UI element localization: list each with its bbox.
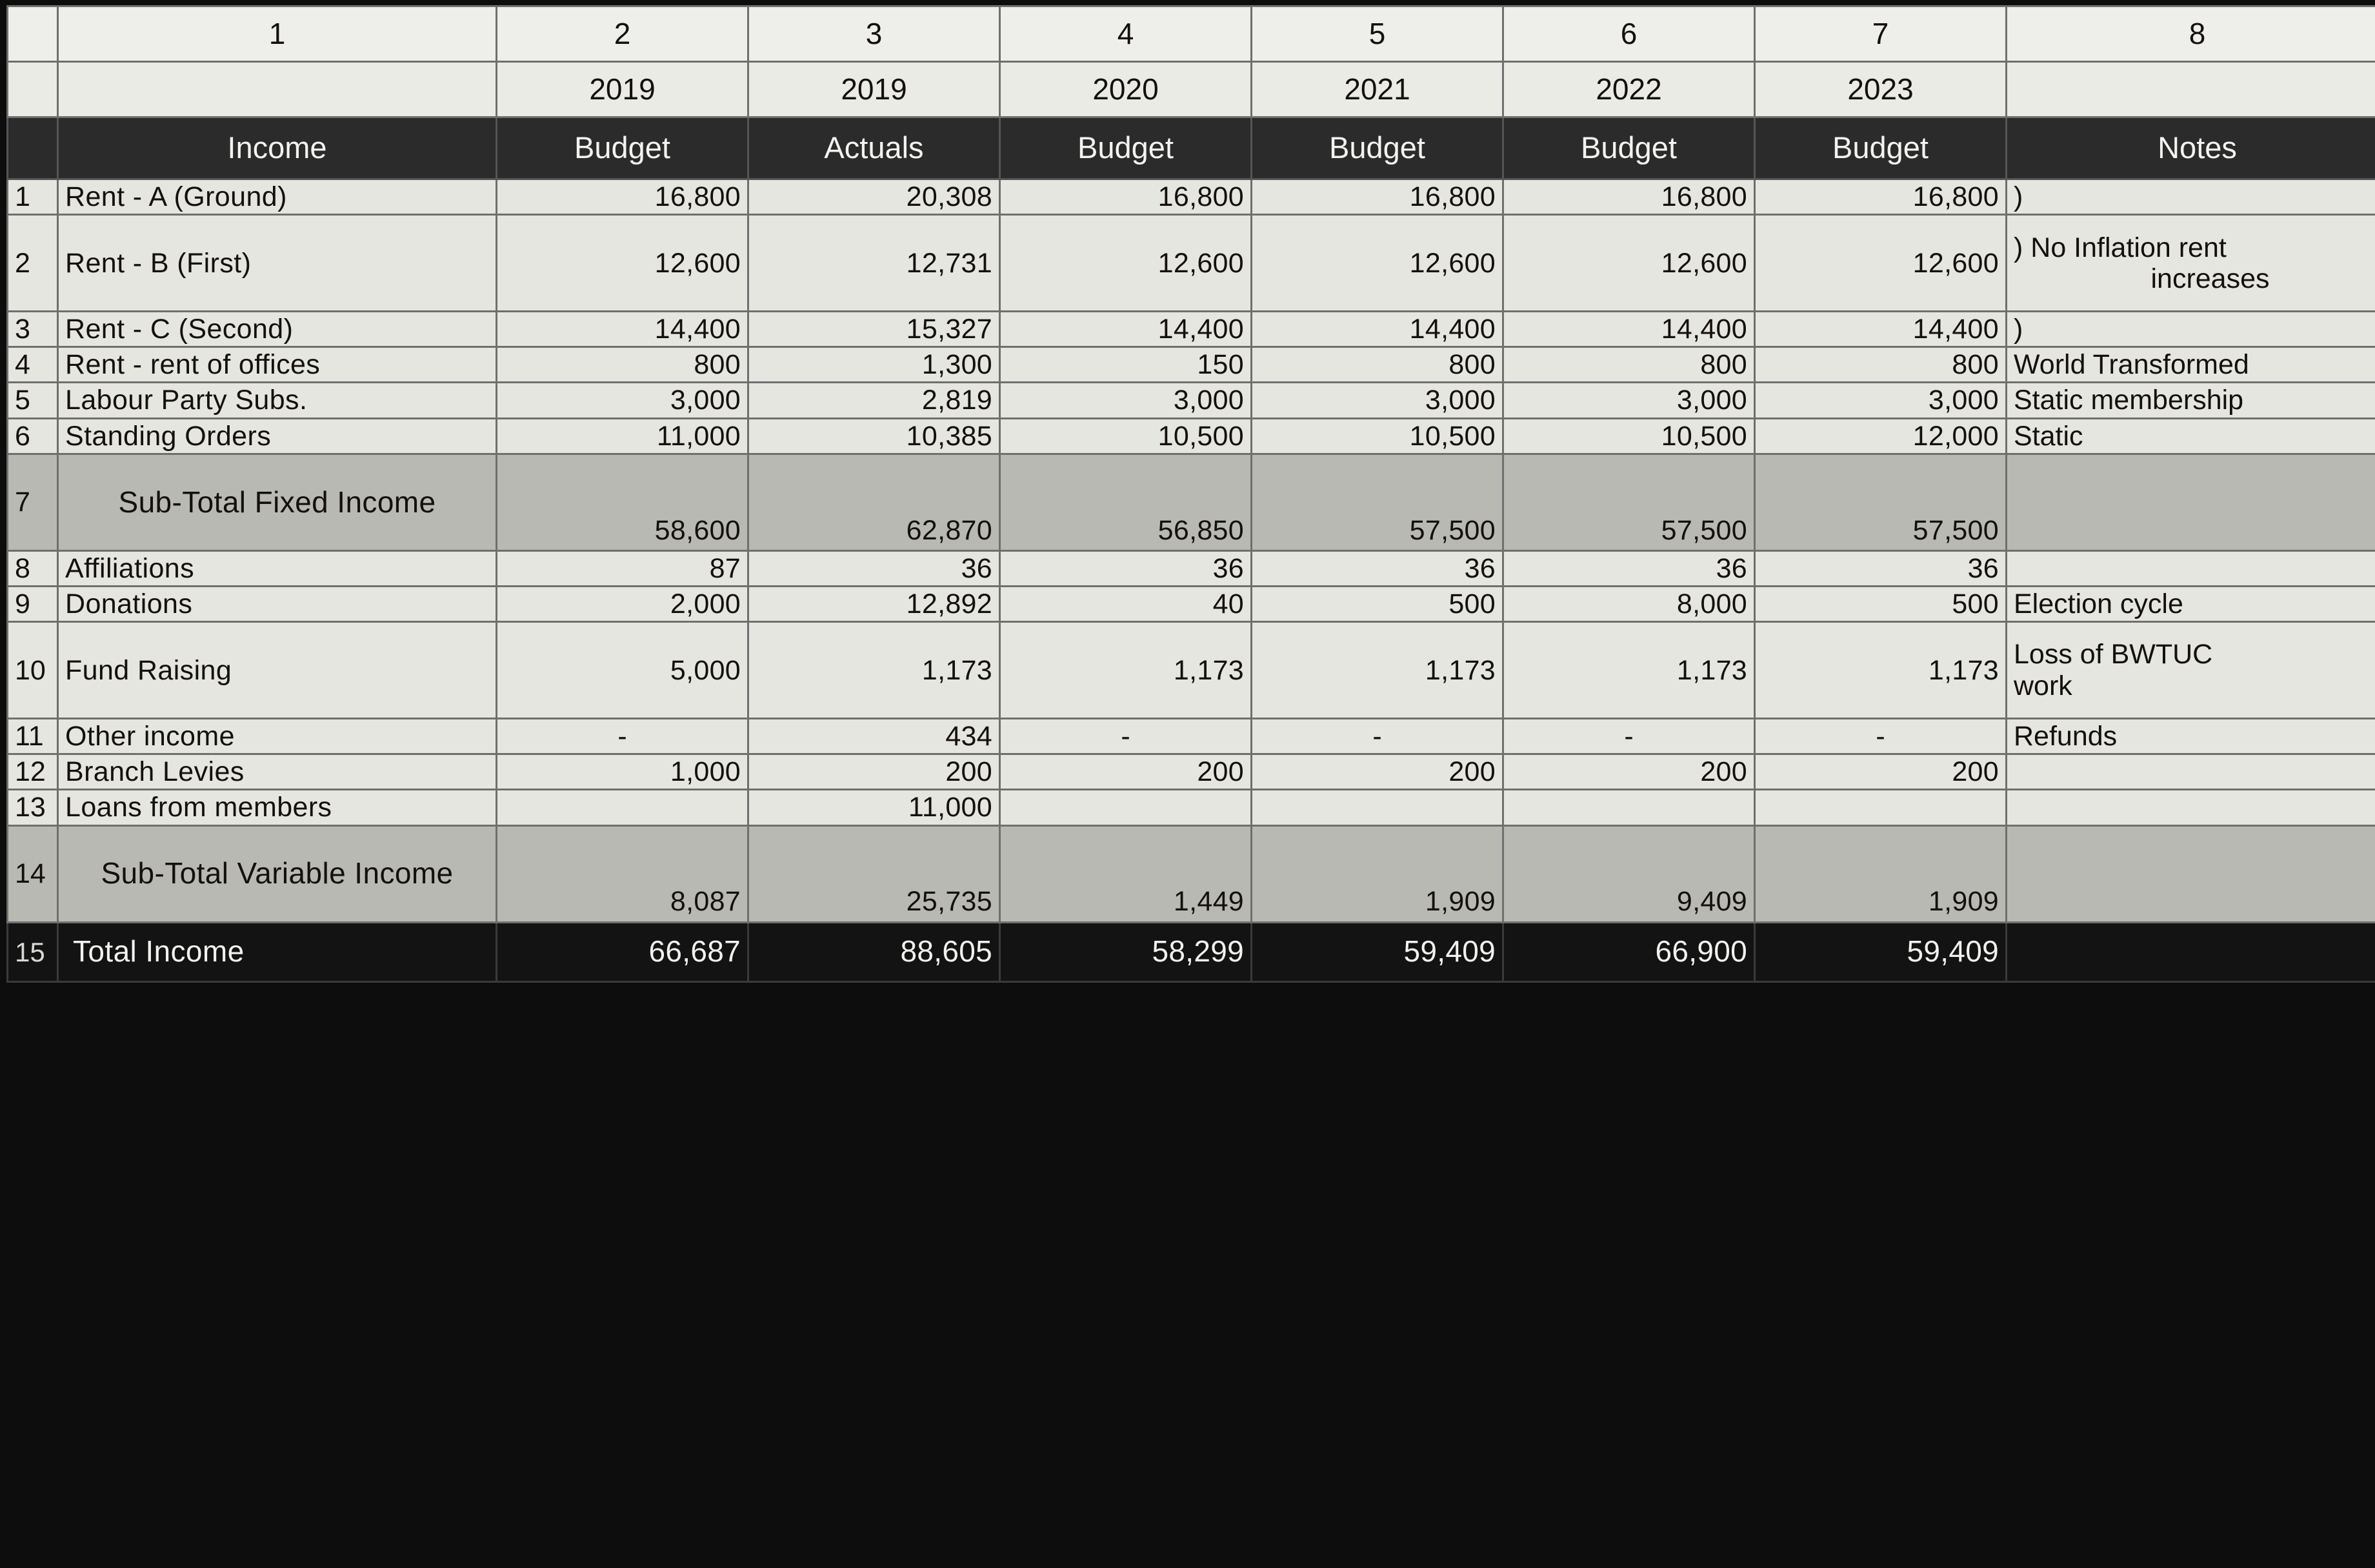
cell-value: 16,800 xyxy=(1252,179,1503,215)
row-label: Sub-Total Variable Income xyxy=(58,825,497,922)
row-label: Fund Raising xyxy=(58,622,497,719)
column-number-7: 7 xyxy=(1755,6,2007,62)
row-note xyxy=(2007,922,2375,981)
cell-value: 5,000 xyxy=(497,622,748,719)
year-2023: 2023 xyxy=(1755,62,2007,117)
cell-value: 59,409 xyxy=(1252,922,1503,981)
cell-value: 9,409 xyxy=(1503,825,1755,922)
row-label: Branch Levies xyxy=(58,754,497,790)
row-number: 12 xyxy=(8,754,58,790)
cell-value: 57,500 xyxy=(1503,454,1755,550)
row-label: Donations xyxy=(58,586,497,621)
column-number-8: 8 xyxy=(2007,6,2375,62)
column-number-6: 6 xyxy=(1503,6,1755,62)
table-row xyxy=(8,179,2375,215)
row-note xyxy=(2007,790,2375,825)
table-row xyxy=(8,790,2375,825)
header-income: Income xyxy=(58,117,497,179)
row-note: ) xyxy=(2007,312,2375,347)
row-label: Total Income xyxy=(58,922,497,981)
year-label-blank xyxy=(58,62,497,117)
row-number: 2 xyxy=(8,215,58,312)
cell-value: 40 xyxy=(1000,586,1252,621)
row-label: Rent - rent of offices xyxy=(58,347,497,383)
cell-value: 14,400 xyxy=(497,312,748,347)
cell-value: 62,870 xyxy=(748,454,1000,550)
cell-value: 10,500 xyxy=(1000,418,1252,454)
row-number: 11 xyxy=(8,719,58,754)
cell-value: 1,173 xyxy=(1755,622,2007,719)
row-number: 13 xyxy=(8,790,58,825)
row-label: Affiliations xyxy=(58,550,497,586)
table-row xyxy=(8,347,2375,383)
row-note xyxy=(2007,215,2375,312)
header-budget-2020: Budget xyxy=(1000,117,1252,179)
cell-value: 12,000 xyxy=(1755,418,2007,454)
row-label: Labour Party Subs. xyxy=(58,383,497,418)
cell-value: 16,800 xyxy=(1000,179,1252,215)
cell-value: 14,400 xyxy=(1252,312,1503,347)
column-number-1: 1 xyxy=(58,6,497,62)
year-2021: 2021 xyxy=(1252,62,1503,117)
cell-value: 16,800 xyxy=(1755,179,2007,215)
cell-value: 14,400 xyxy=(1755,312,2007,347)
year-notes-blank xyxy=(2007,62,2375,117)
cell-value: 200 xyxy=(1503,754,1755,790)
cell-value xyxy=(1503,790,1755,825)
cell-value: 12,600 xyxy=(1503,215,1755,312)
header-budget-2021: Budget xyxy=(1252,117,1503,179)
row-label: Rent - A (Ground) xyxy=(58,179,497,215)
year-2022: 2022 xyxy=(1503,62,1755,117)
column-number-5: 5 xyxy=(1252,6,1503,62)
header-notes: Notes xyxy=(2007,117,2375,179)
cell-value: 1,000 xyxy=(497,754,748,790)
cell-value: 36 xyxy=(1252,550,1503,586)
cell-value: 3,000 xyxy=(1755,383,2007,418)
column-number-3: 3 xyxy=(748,6,1000,62)
cell-value: 10,500 xyxy=(1503,418,1755,454)
row-note: ) xyxy=(2007,179,2375,215)
cell-value: 1,173 xyxy=(1503,622,1755,719)
year-2020: 2020 xyxy=(1000,62,1252,117)
cell-value: 87 xyxy=(497,550,748,586)
row-number: 8 xyxy=(8,550,58,586)
cell-value xyxy=(1755,790,2007,825)
cell-value: 8,087 xyxy=(497,825,748,922)
cell-value: 88,605 xyxy=(748,922,1000,981)
cell-value: 1,909 xyxy=(1252,825,1503,922)
cell-value: 2,819 xyxy=(748,383,1000,418)
table-row-subtotal xyxy=(8,825,2375,922)
year-2019-budget: 2019 xyxy=(497,62,748,117)
cell-value: 1,449 xyxy=(1000,825,1252,922)
row-number: 7 xyxy=(8,454,58,550)
table-row xyxy=(8,550,2375,586)
cell-value: 500 xyxy=(1755,586,2007,621)
cell-value: 3,000 xyxy=(497,383,748,418)
header-budget-2023: Budget xyxy=(1755,117,2007,179)
cell-value: - xyxy=(1252,719,1503,754)
cell-value: 3,000 xyxy=(1000,383,1252,418)
row-note: Static xyxy=(2007,418,2375,454)
year-rowno-blank xyxy=(8,62,58,117)
cell-value: - xyxy=(497,719,748,754)
cell-value: 58,600 xyxy=(497,454,748,550)
cell-value: 36 xyxy=(748,550,1000,586)
cell-value: 1,173 xyxy=(1000,622,1252,719)
cell-value: 59,409 xyxy=(1755,922,2007,981)
cell-value: 200 xyxy=(1755,754,2007,790)
row-label: Other income xyxy=(58,719,497,754)
cell-value: 16,800 xyxy=(497,179,748,215)
year-2019-actuals: 2019 xyxy=(748,62,1000,117)
cell-value: 66,900 xyxy=(1503,922,1755,981)
row-number: 1 xyxy=(8,179,58,215)
budget-income-table xyxy=(6,5,2375,983)
cell-value: 12,600 xyxy=(497,215,748,312)
cell-value: 20,308 xyxy=(748,179,1000,215)
cell-value: 12,892 xyxy=(748,586,1000,621)
cell-value: 14,400 xyxy=(1503,312,1755,347)
table-row xyxy=(8,312,2375,347)
row-note xyxy=(2007,550,2375,586)
row-note-line2: work xyxy=(2014,670,2072,701)
row-number: 3 xyxy=(8,312,58,347)
cell-value: 12,731 xyxy=(748,215,1000,312)
row-label: Loans from members xyxy=(58,790,497,825)
row-number: 14 xyxy=(8,825,58,922)
cell-value: 14,400 xyxy=(1000,312,1252,347)
cell-value: 200 xyxy=(748,754,1000,790)
cell-value: 800 xyxy=(1503,347,1755,383)
cell-value: 3,000 xyxy=(1252,383,1503,418)
row-number: 9 xyxy=(8,586,58,621)
row-note-line1: Loss of BWTUC xyxy=(2014,639,2213,670)
row-note: Static membership xyxy=(2007,383,2375,418)
cell-value: 66,687 xyxy=(497,922,748,981)
table-row xyxy=(8,754,2375,790)
header-rowno xyxy=(8,117,58,179)
cell-value: 150 xyxy=(1000,347,1252,383)
cell-value: 3,000 xyxy=(1503,383,1755,418)
cell-value: 16,800 xyxy=(1503,179,1755,215)
row-number: 5 xyxy=(8,383,58,418)
row-note xyxy=(2007,825,2375,922)
cell-value: 11,000 xyxy=(497,418,748,454)
cell-value: 56,850 xyxy=(1000,454,1252,550)
row-number: 4 xyxy=(8,347,58,383)
row-note: Election cycle xyxy=(2007,586,2375,621)
row-note-line2: increases xyxy=(2150,263,2270,294)
row-note: Refunds xyxy=(2007,719,2375,754)
table-row xyxy=(8,622,2375,719)
row-number: 6 xyxy=(8,418,58,454)
row-number: 10 xyxy=(8,622,58,719)
cell-value: 800 xyxy=(1755,347,2007,383)
table-row xyxy=(8,586,2375,621)
cell-value: 57,500 xyxy=(1252,454,1503,550)
row-note xyxy=(2007,622,2375,719)
cell-value xyxy=(1000,790,1252,825)
year-row xyxy=(8,62,2375,117)
column-number-2: 2 xyxy=(497,6,748,62)
cell-value: 25,735 xyxy=(748,825,1000,922)
row-note xyxy=(2007,754,2375,790)
cell-value: 36 xyxy=(1000,550,1252,586)
column-number-row xyxy=(8,6,2375,62)
cell-value: 500 xyxy=(1252,586,1503,621)
table-row xyxy=(8,719,2375,754)
table-row xyxy=(8,215,2375,312)
cell-value: 1,909 xyxy=(1755,825,2007,922)
cell-value: 1,173 xyxy=(748,622,1000,719)
cell-value: 12,600 xyxy=(1755,215,2007,312)
cell-value: - xyxy=(1503,719,1755,754)
cell-value: 57,500 xyxy=(1755,454,2007,550)
corner-cell xyxy=(8,6,58,62)
table-row xyxy=(8,383,2375,418)
cell-value: 1,173 xyxy=(1252,622,1503,719)
header-actuals-2019: Actuals xyxy=(748,117,1000,179)
row-label: Rent - B (First) xyxy=(58,215,497,312)
cell-value: 10,385 xyxy=(748,418,1000,454)
column-number-4: 4 xyxy=(1000,6,1252,62)
cell-value: 12,600 xyxy=(1000,215,1252,312)
cell-value: 10,500 xyxy=(1252,418,1503,454)
cell-value: 200 xyxy=(1000,754,1252,790)
cell-value: - xyxy=(1755,719,2007,754)
row-note xyxy=(2007,454,2375,550)
cell-value xyxy=(1252,790,1503,825)
cell-value: 800 xyxy=(1252,347,1503,383)
cell-value: 15,327 xyxy=(748,312,1000,347)
cell-value: 2,000 xyxy=(497,586,748,621)
cell-value: 12,600 xyxy=(1252,215,1503,312)
row-note: World Transformed xyxy=(2007,347,2375,383)
row-note-line1: ) No Inflation rent xyxy=(2014,232,2227,263)
cell-value: 58,299 xyxy=(1000,922,1252,981)
cell-value xyxy=(497,790,748,825)
row-label: Standing Orders xyxy=(58,418,497,454)
cell-value: 36 xyxy=(1755,550,2007,586)
cell-value: 200 xyxy=(1252,754,1503,790)
table-header-row xyxy=(8,117,2375,179)
cell-value: 800 xyxy=(497,347,748,383)
row-label: Rent - C (Second) xyxy=(58,312,497,347)
cell-value: 11,000 xyxy=(748,790,1000,825)
table-row xyxy=(8,418,2375,454)
cell-value: 8,000 xyxy=(1503,586,1755,621)
cell-value: 434 xyxy=(748,719,1000,754)
cell-value: 36 xyxy=(1503,550,1755,586)
header-budget-2019: Budget xyxy=(497,117,748,179)
table-row-subtotal xyxy=(8,454,2375,550)
table-row-total xyxy=(8,922,2375,981)
cell-value: 1,300 xyxy=(748,347,1000,383)
row-label: Sub-Total Fixed Income xyxy=(58,454,497,550)
cell-value: - xyxy=(1000,719,1252,754)
row-number: 15 xyxy=(8,922,58,981)
header-budget-2022: Budget xyxy=(1503,117,1755,179)
